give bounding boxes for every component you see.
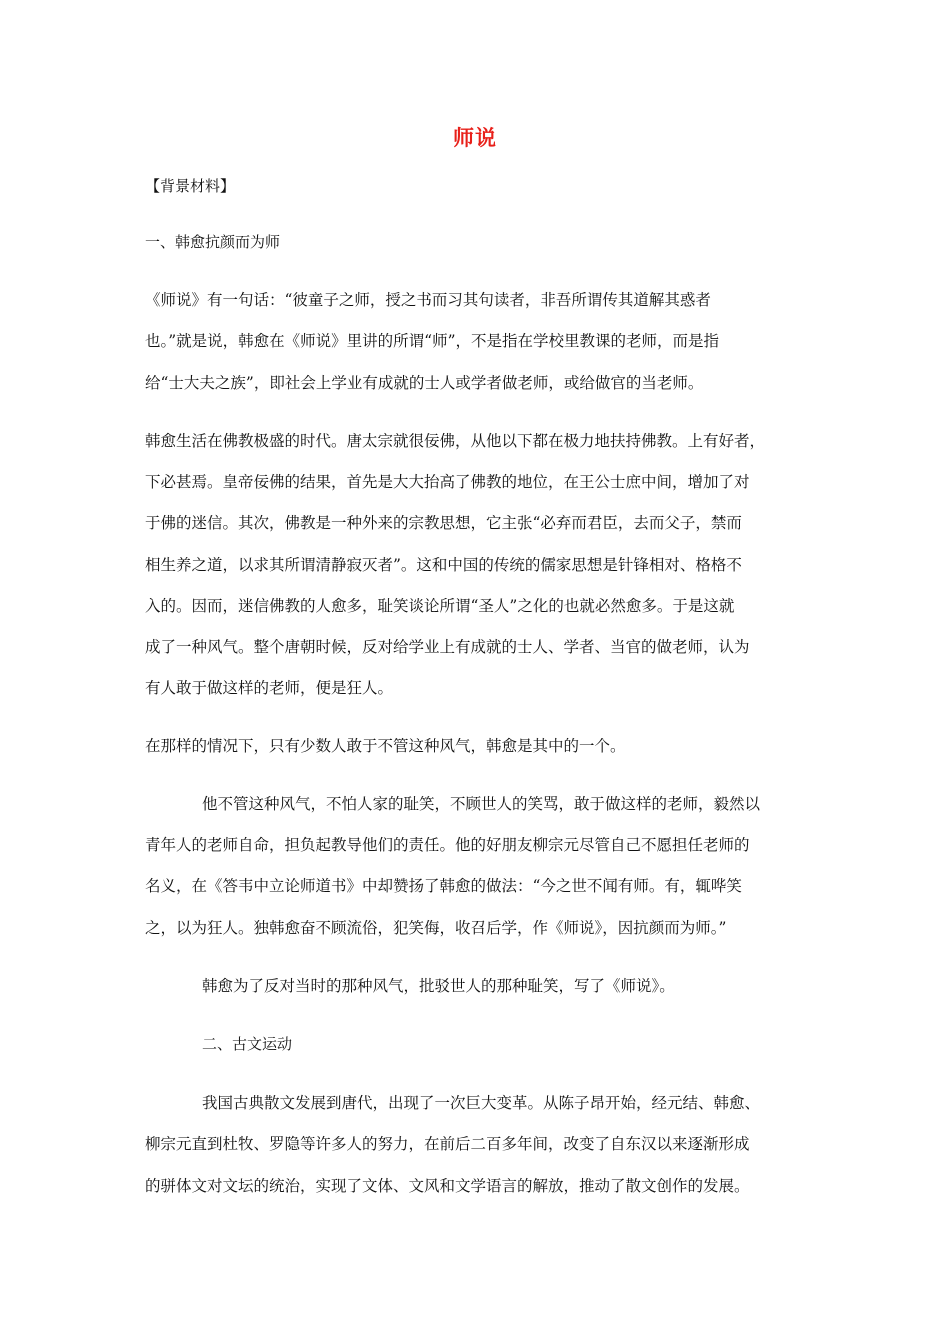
paragraph-line: 有人敢于做这样的老师，便是狂人。 <box>145 679 394 697</box>
paragraph-line: 给“士大夫之族”，即社会上学业有成就的士人或学者做老师，或给做官的当老师。 <box>145 374 704 392</box>
paragraph-line: 韩愈为了反对当时的那种风气，批驳世人的那种耻笑，写了《师说》。 <box>202 977 675 995</box>
paragraph-line: 入的。因而，迷信佛教的人愈多，耻笑谈论所谓“圣人”之化的也就必然愈多。于是这就 <box>145 597 735 615</box>
paragraph-line: 青年人的老师自命，担负起教导他们的责任。他的好朋友柳宗元尽管自己不愿担任老师的 <box>145 836 750 854</box>
paragraph-line: 名义，在《答韦中立论师道书》中却赞扬了韩愈的做法：“今之世不闻有师。有，辄哗笑 <box>145 877 742 895</box>
paragraph-line: 柳宗元直到杜牧、罗隐等许多人的努力，在前后二百多年间，改变了自东汉以来逐渐形成 <box>145 1135 750 1153</box>
heading-1: 一、韩愈抗颜而为师 <box>145 233 281 251</box>
paragraph-line: 下必甚焉。皇帝佞佛的结果，首先是大大抬高了佛教的地位，在王公士庶中间，增加了对 <box>145 473 750 491</box>
paragraph-line: 的骈体文对文坛的统治，实现了文体、文风和文学语言的解放，推动了散文创作的发展。 <box>145 1177 750 1195</box>
paragraph-line: 成了一种风气。整个唐朝时候，反对给学业上有成就的士人、学者、当官的做老师，认为 <box>145 638 750 656</box>
paragraph-line: 之，以为狂人。独韩愈奋不顾流俗，犯笑侮，收召后学，作《师说》，因抗颜而为师。” <box>145 919 727 937</box>
paragraph-line: 我国古典散文发展到唐代，出现了一次巨大变革。从陈子昂开始，经元结、韩愈、 <box>202 1094 761 1112</box>
document-title: 师说 <box>453 126 497 150</box>
paragraph-line: 《师说》有一句话：“彼童子之师，授之书而习其句读者，非吾所谓传其道解其惑者 <box>145 291 711 309</box>
paragraph-line: 于佛的迷信。其次，佛教是一种外来的宗教思想，它主张“必弃而君臣，去而父子，禁而 <box>145 514 742 532</box>
paragraph-line: 也。”就是说，韩愈在《师说》里讲的所谓“师”，不是指在学校里教课的老师，而是指 <box>145 332 720 350</box>
section-label: 【背景材料】 <box>145 177 236 195</box>
paragraph-line: 他不管这种风气，不怕人家的耻笑，不顾世人的笑骂，敢于做这样的老师，毅然以 <box>202 795 761 813</box>
paragraph-line: 相生养之道，以求其所谓清静寂灭者”。这和中国的传统的儒家思想是针锋相对、格格不 <box>145 556 742 574</box>
paragraph-line: 在那样的情况下，只有少数人敢于不管这种风气，韩愈是其中的一个。 <box>145 737 626 755</box>
paragraph-line: 韩愈生活在佛教极盛的时代。唐太宗就很佞佛，从他以下都在极力地扶持佛教。上有好者， <box>145 432 766 450</box>
heading-2: 二、古文运动 <box>202 1035 293 1053</box>
